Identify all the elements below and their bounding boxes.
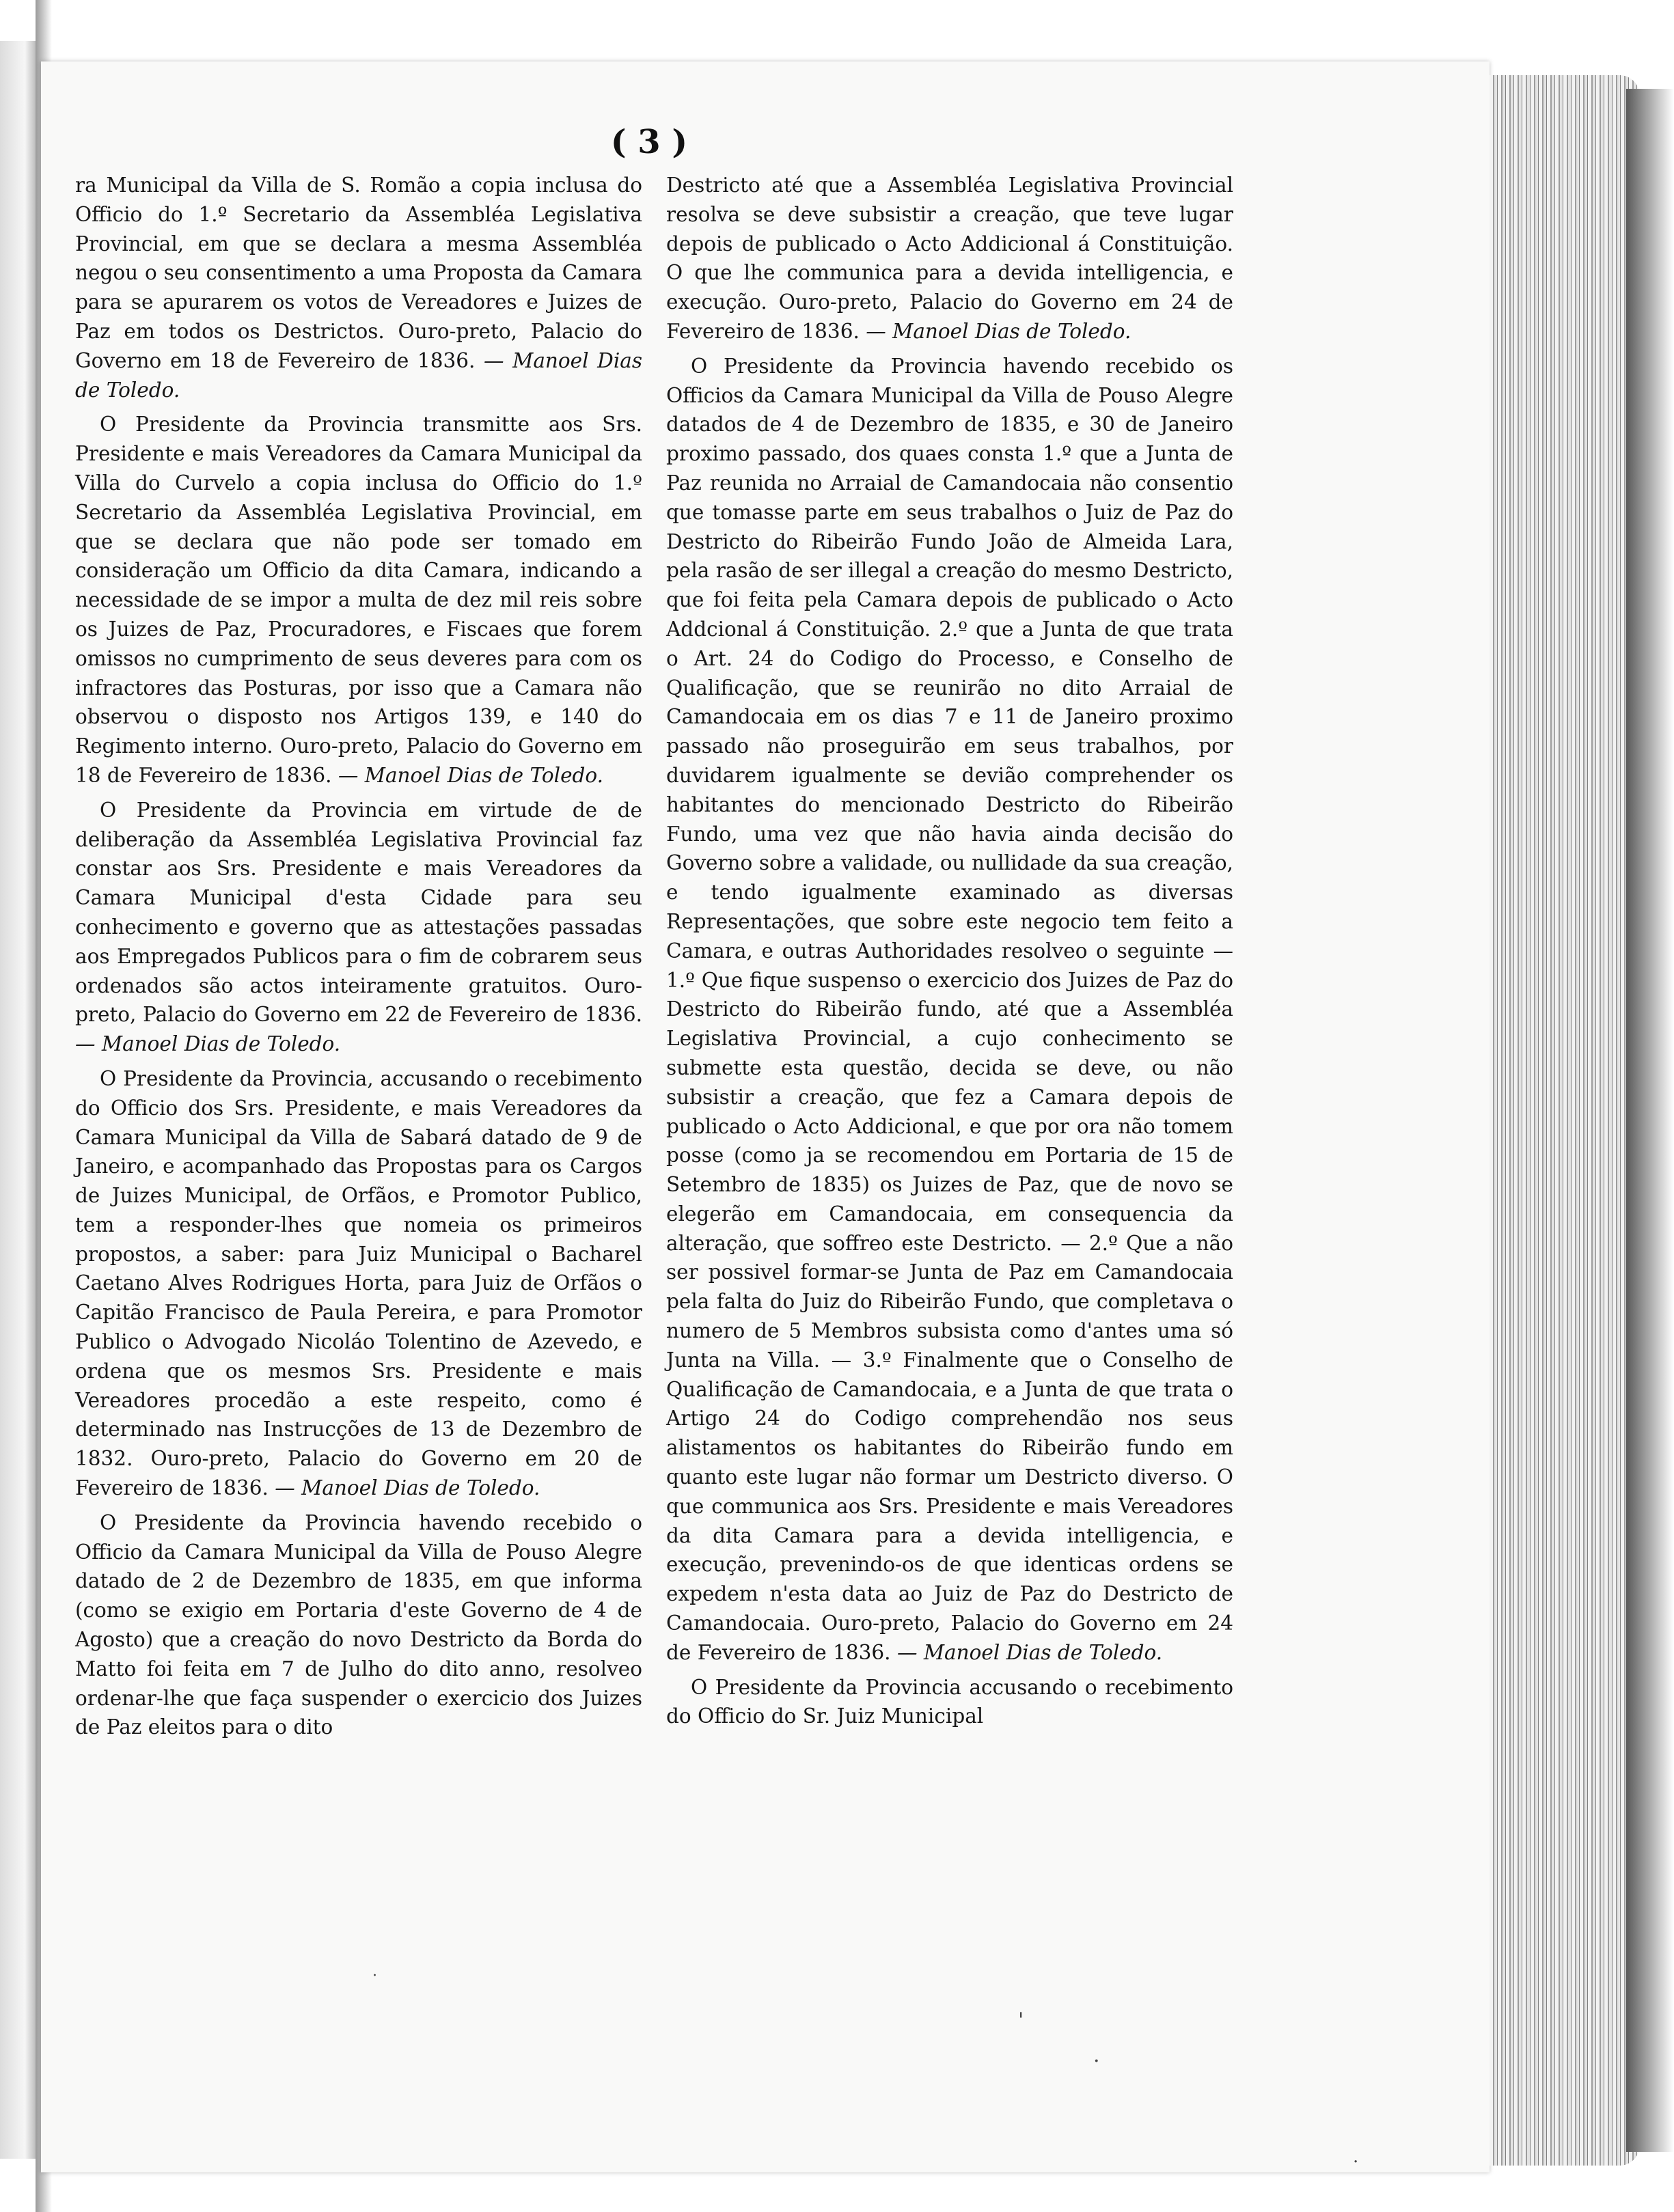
paragraph	[75, 410, 642, 790]
paragraph	[75, 1508, 642, 1742]
fore-edge-shadow	[1626, 89, 1674, 2152]
left-text-column	[75, 171, 642, 1742]
paragraph-text: O Presidente da Provincia em virtude de de deliberação da Assembléa Legislativa Provincial faz constar aos Srs. Presidente e mais Vereadores da Camara Municipal d'esta Cidade para seu conhecimento e governo que as attestações passadas aos Empregados Publicos para o fim de cobrarem seus ordenados são actos inteiramente gratuitos. Ouro-preto, Palacio do Governo em 22 de Fevereiro de 1836.	[75, 798, 642, 1027]
paragraph-text: O Presidente da Provincia, accusando o recebimento do Officio dos Srs. Presidente, e mais Vereadores da Camara Municipal da Villa de Sabará datado de 9 de Janeiro, e acompanhado das Propostas para os Cargos de Juizes Municipal, de Orfãos, e Promotor Publico, tem a responder-lhes que nomeia os primeiros propostos, a saber: para Juiz Municipal o Bacharel Caetano Alves Rodrigues Horta, para Juiz de Orfãos o Capitão Francisco de Paula Pereira, e para Promotor Publico o Advogado Nicoláo Tolentino de Azevedo, e ordena que os mesmos Srs. Presidente e mais Vereadores procedão a este respeito, como é determinado nas Instrucções de 13 de Dezembro de 1832. Ouro-preto, Palacio do Governo em 20 de Fevereiro de 1836.	[75, 1066, 642, 1500]
ink-speck: ·	[1093, 2049, 1100, 2073]
right-text-column	[666, 171, 1233, 1731]
ink-speck: ·	[1353, 2152, 1359, 2172]
facing-page-edge	[0, 41, 36, 2159]
signature: — Manoel Dias de Toledo.	[338, 763, 604, 787]
paragraph	[666, 171, 1233, 346]
paragraph-text: O Presidente da Provincia havendo recebido os Officios da Camara Municipal da Villa de Pouso Alegre datados de 4 de Dezembro de 1835, e 30 de Janeiro proximo passado, dos quaes consta 1.º que a Junta de Paz reunida no Arraial de Camandocaia não consentio que tomasse parte em seus trabalhos o Juiz de Paz do Destricto do Ribeirão Fundo João de Almeida Lara, pela rasão de ser illegal a creação do mesmo Destricto, que foi feita pela Camara depois de publicado o Acto Addcional á Constituição. 2.º que a Junta de que trata o Art. 24 do Codigo do Processo, e Conselho de Qualificação, que se reunirão no dito Arraial de Camandocaia em os dias 7 e 11 de Janeiro proximo passado não proseguirão em seus trabalhos, por duvidarem igualmente se devião comprehender os habitantes do mencionado Destricto do Ribeirão Fundo, uma vez que não havia ainda decisão do Governo sobre a validade, ou nullidade da sua creação, e tendo igualmente examinado as diversas Representações, que sobre este negocio tem feito a Camara, e outras Authoridades resolveo o seguinte — 1.º Que fique suspenso o exercicio dos Juizes de Paz do Destricto do Ribeirão fundo, até que a Assembléa Legislativa Provincial, a cujo conhecimento se submette esta questão, decida se deve, ou não subsistir a creação, que fez a Camara depois de publicado o Acto Addicional, e que por ora não tomem posse (como ja se recomendou em Portaria de 15 de Setembro de 1835) os Juizes de Paz, que de novo se elegerão em Camandocaia, em consequencia da alteração, que soffreo este Destricto. — 2.º Que a não ser possivel formar-se Junta de Paz em Camandocaia pela falta do Juiz do Ribeirão Fundo, que completava o numero de 5 Membros subsista como d'antes uma só Junta na Villa. — 3.º Finalmente que o Conselho de Qualificação de Camandocaia, e a Junta de que trata o Artigo 24 do Codigo comprehendão nos seus alistamentos os habitantes do Ribeirão fundo em quanto este lugar não formar um Destricto diverso. O que communica aos Srs. Presidente e mais Vereadores da dita Camara para a devida intelligencia, e execução, prevenindo-os de que identicas ordens se expedem n'esta data ao Juiz de Paz do Destricto de Camandocaia. Ouro-preto, Palacio do Governo em 24 de Fevereiro de 1836.	[666, 354, 1233, 1664]
paragraph-text: O Presidente da Provincia havendo recebido o Officio da Camara Municipal da Villa de Pouso Alegre datado de 2 de Dezembro de 1835, em que informa (como se exigio em Portaria d'este Governo de 4 de Agosto) que a creação do novo Destricto da Borda do Matto foi feita em 7 de Julho do dito anno, resolveo ordenar-lhe que faça suspender o exercicio dos Juizes de Paz eleitos para o dito	[75, 1510, 642, 1739]
paragraph-text: O Presidente da Provincia transmitte aos Srs. Presidente e mais Vereadores da Camara Municipal da Villa do Curvelo a copia inclusa do Officio do 1.º Secretario da Assembléa Legislativa Provincial, em que se declara que não pode ser tomado em consideração um Officio da dita Camara, indicando a necessidade de se impor a multa de dez mil reis sobre os Juizes de Paz, Procuradores, e Fiscaes que forem omissos no cumprimento de seus deveres para com os infractores das Posturas, por isso que a Camara não observou o disposto nos Artigos 139, e 140 do Regimento interno. Ouro-preto, Palacio do Governo em 18 de Fevereiro de 1836.	[75, 413, 642, 787]
signature: — Manoel Dias de Toledo.	[275, 1476, 540, 1500]
page-number: ( 3 )	[610, 123, 688, 161]
signature: — Manoel Dias de Toledo.	[75, 1032, 341, 1056]
paragraph	[666, 352, 1233, 1668]
signature: — Manoel Dias de Toledo.	[866, 319, 1131, 343]
page-fore-edge	[1490, 75, 1640, 2166]
paragraph	[75, 171, 642, 404]
paragraph	[75, 796, 642, 1059]
ink-speck: '	[1018, 2008, 1024, 2032]
paragraph-text: O Presidente da Provincia accusando o recebimento do Officio do Sr. Juiz Municipal	[666, 1675, 1233, 1728]
ink-speck: ·	[372, 1967, 377, 1985]
paragraph-text: ra Municipal da Villa de S. Romão a copia inclusa do Officio do 1.º Secretario da Assembléa Legislativa Provincial, em que se declara a mesma Assembléa negou o seu consentimento a uma Proposta da Camara para se apurarem os votos de Vereadores e Juizes de Paz em todos os Destrictos. Ouro-preto, Palacio do Governo em 18 de Fevereiro de 1836.	[75, 174, 642, 372]
paragraph	[666, 1673, 1233, 1732]
paragraph-text: Destricto até que a Assembléa Legislativa Provincial resolva se deve subsistir a creação, que teve lugar depois de publicado o Acto Addicional á Constituição. O que lhe communica para a devida intelligencia, e execução. Ouro-preto, Palacio do Governo em 24 de Fevereiro de 1836.	[666, 174, 1233, 343]
paragraph	[75, 1064, 642, 1503]
signature: — Manoel Dias de Toledo.	[75, 348, 642, 402]
signature: — Manoel Dias de Toledo.	[896, 1640, 1163, 1664]
